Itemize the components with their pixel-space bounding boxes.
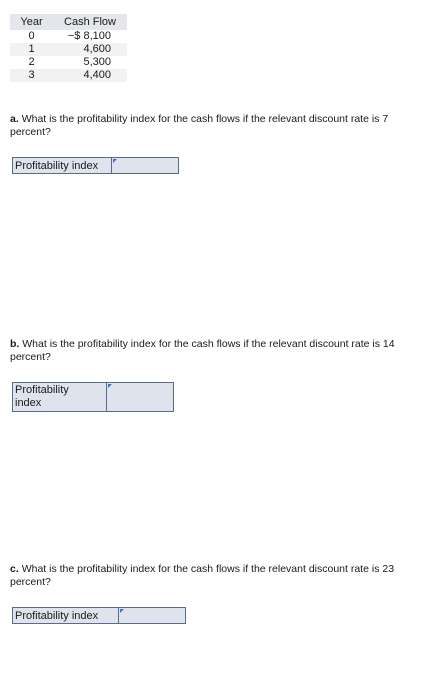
- column-header-cash-flow: Cash Flow: [53, 14, 127, 30]
- cash-flow-table: [10, 14, 127, 82]
- cash-flow-cell: −$ 8,100: [67, 30, 111, 42]
- question-a: [10, 113, 428, 139]
- profitability-index-input-c[interactable]: [119, 608, 185, 623]
- cash-flow-cell: 4,600: [53, 43, 127, 56]
- answer-label: Profitability index: [13, 608, 119, 623]
- answer-label: Profitability index: [13, 158, 112, 173]
- question-text: What is the profitability index for the cash flows if the relevant discount rate is 14 percent?: [10, 338, 395, 363]
- answer-input-wrapper: [112, 158, 178, 173]
- cash-flow-cell: 4,400: [53, 69, 127, 82]
- table-header-row: [10, 14, 127, 30]
- answer-input-wrapper: [119, 608, 185, 623]
- question-letter: a.: [10, 113, 19, 125]
- table-row: [10, 69, 127, 82]
- answer-input-wrapper: [107, 383, 173, 411]
- year-cell: 3: [10, 69, 53, 82]
- cash-flow-cell: 5,300: [83, 56, 111, 68]
- answer-row-c: [12, 607, 186, 624]
- table-row: [10, 30, 127, 43]
- question-text: What is the profitability index for the cash flows if the relevant discount rate is 23 percent?: [10, 563, 395, 588]
- input-marker-icon: [108, 384, 112, 388]
- answer-label-line: index: [15, 397, 42, 409]
- year-cell: 1: [10, 43, 53, 56]
- table-row: [10, 56, 127, 69]
- answer-row-b: [12, 382, 174, 412]
- question-letter: b.: [10, 338, 20, 350]
- year-cell: 2: [28, 56, 35, 68]
- year-cell: 0: [28, 30, 35, 42]
- input-marker-icon: [120, 609, 124, 613]
- profitability-index-input-a[interactable]: [112, 158, 178, 173]
- table-row: [10, 43, 127, 56]
- answer-label: [13, 383, 107, 411]
- input-marker-icon: [113, 159, 117, 163]
- column-header-year: Year: [10, 14, 53, 30]
- question-letter: c.: [10, 563, 19, 575]
- question-c: [10, 563, 428, 589]
- profitability-index-input-b[interactable]: [107, 383, 173, 411]
- answer-row-a: [12, 157, 179, 174]
- answer-label-line: Profitability: [15, 384, 69, 396]
- question-b: [10, 338, 428, 364]
- question-text: What is the profitability index for the cash flows if the relevant discount rate is 7 percent?: [10, 113, 389, 138]
